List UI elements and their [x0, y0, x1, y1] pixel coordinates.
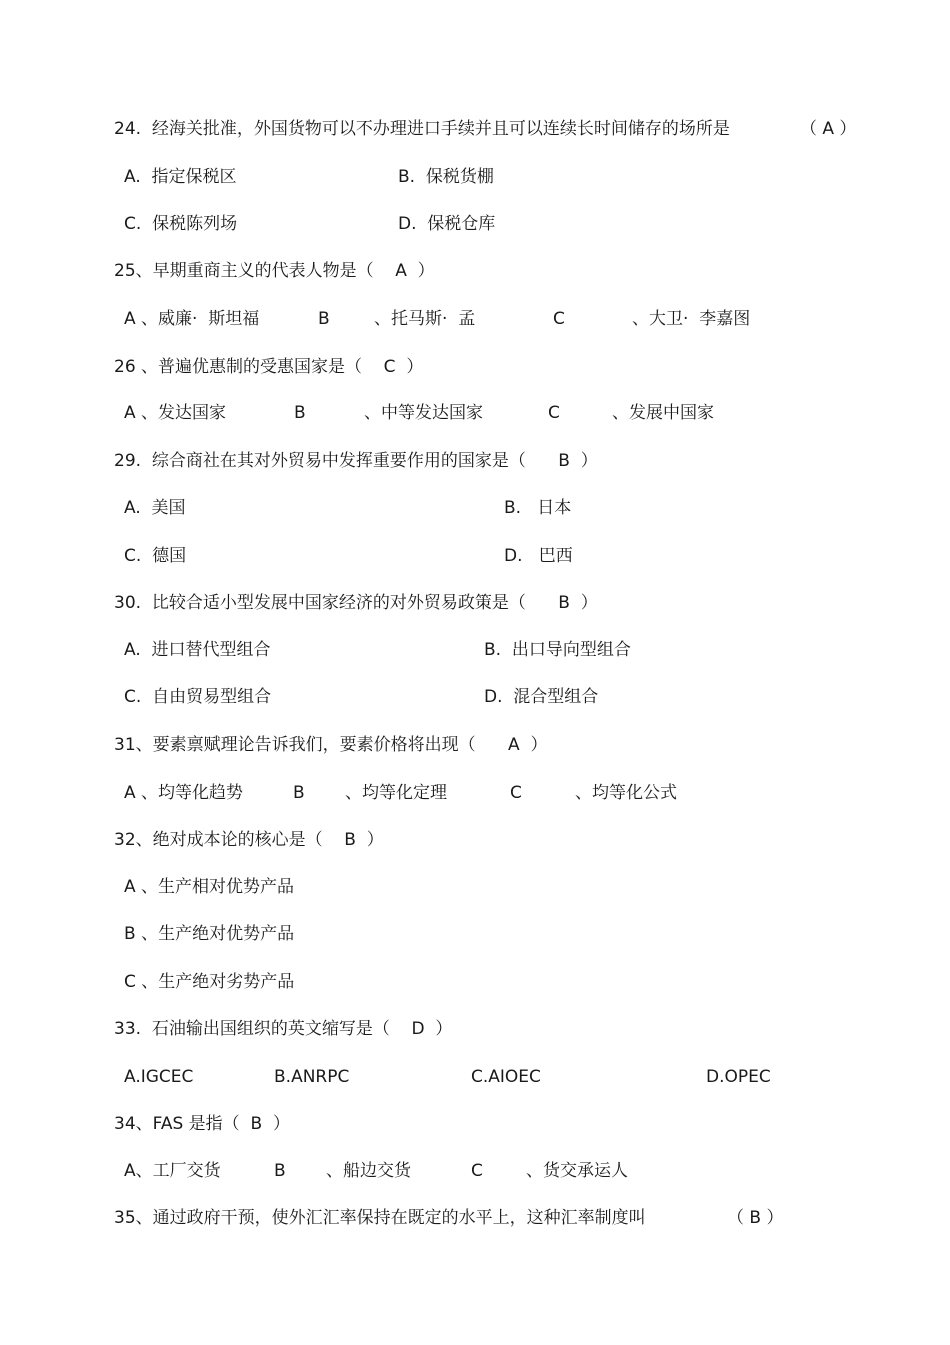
option: A 、均等化趋势 [124, 783, 244, 803]
option: B [274, 1161, 286, 1181]
question-stem: 34、FAS 是指（ B ） [114, 1114, 290, 1134]
option: B. 日本 [504, 498, 572, 518]
option: D.OPEC [706, 1067, 771, 1087]
option: B 、生产绝对优势产品 [124, 924, 295, 944]
question-stem: 29. 综合商社在其对外贸易中发挥重要作用的国家是（ B ） [114, 451, 598, 471]
option: C [471, 1161, 483, 1181]
option: B [293, 783, 305, 803]
option: B [294, 403, 306, 423]
question-stem: 25、早期重商主义的代表人物是（ A ） [114, 261, 435, 281]
option: A 、威廉· 斯坦福 [124, 309, 260, 329]
option: D. 巴西 [504, 546, 573, 566]
question-stem: 30. 比较合适小型发展中国家经济的对外贸易政策是（ B ） [114, 593, 598, 613]
option: 、发展中国家 [612, 403, 714, 423]
option: C [548, 403, 560, 423]
option: B.ANRPC [274, 1067, 350, 1087]
option: 、均等化定理 [345, 783, 447, 803]
option: A 、生产相对优势产品 [124, 877, 295, 897]
question-stem: 26 、普遍优惠制的受惠国家是（ C ） [114, 357, 424, 377]
option: C 、生产绝对劣势产品 [124, 972, 295, 992]
answer-mark: （ A ） [800, 119, 857, 139]
option: B [318, 309, 330, 329]
option: A、工厂交货 [124, 1161, 221, 1181]
option: 、大卫· 李嘉图 [632, 309, 751, 329]
option: 、货交承运人 [526, 1161, 628, 1181]
option: C.AIOEC [471, 1067, 541, 1087]
option: A. 美国 [124, 498, 186, 518]
question-stem: 33. 石油输出国组织的英文缩写是（ D ） [114, 1019, 453, 1039]
option: C [510, 783, 522, 803]
option: C. 自由贸易型组合 [124, 687, 272, 707]
option: A. 进口替代型组合 [124, 640, 271, 660]
option: D. 混合型组合 [484, 687, 599, 707]
option: B. 出口导向型组合 [484, 640, 631, 660]
option: D. 保税仓库 [398, 214, 496, 234]
answer-mark: （ B ） [727, 1208, 784, 1228]
option: 、托马斯· 孟 [374, 309, 476, 329]
option: 、船边交货 [326, 1161, 411, 1181]
option: A. 指定保税区 [124, 167, 237, 187]
option: 、均等化公式 [575, 783, 677, 803]
option: B. 保税货棚 [398, 167, 494, 187]
option: A.IGCEC [124, 1067, 194, 1087]
option: C. 保税陈列场 [124, 214, 238, 234]
question-stem: 24. 经海关批准，外国货物可以不办理进口手续并且可以连续长时间储存的场所是 [114, 119, 730, 139]
option: C. 德国 [124, 546, 187, 566]
option: C [553, 309, 565, 329]
option: A 、发达国家 [124, 403, 227, 423]
question-stem: 35、通过政府干预，使外汇汇率保持在既定的水平上，这种汇率制度叫 [114, 1208, 646, 1228]
option: 、中等发达国家 [364, 403, 483, 423]
question-stem: 31、要素禀赋理论告诉我们，要素价格将出现（ A ） [114, 735, 548, 755]
question-stem: 32、绝对成本论的核心是（ B ） [114, 830, 384, 850]
